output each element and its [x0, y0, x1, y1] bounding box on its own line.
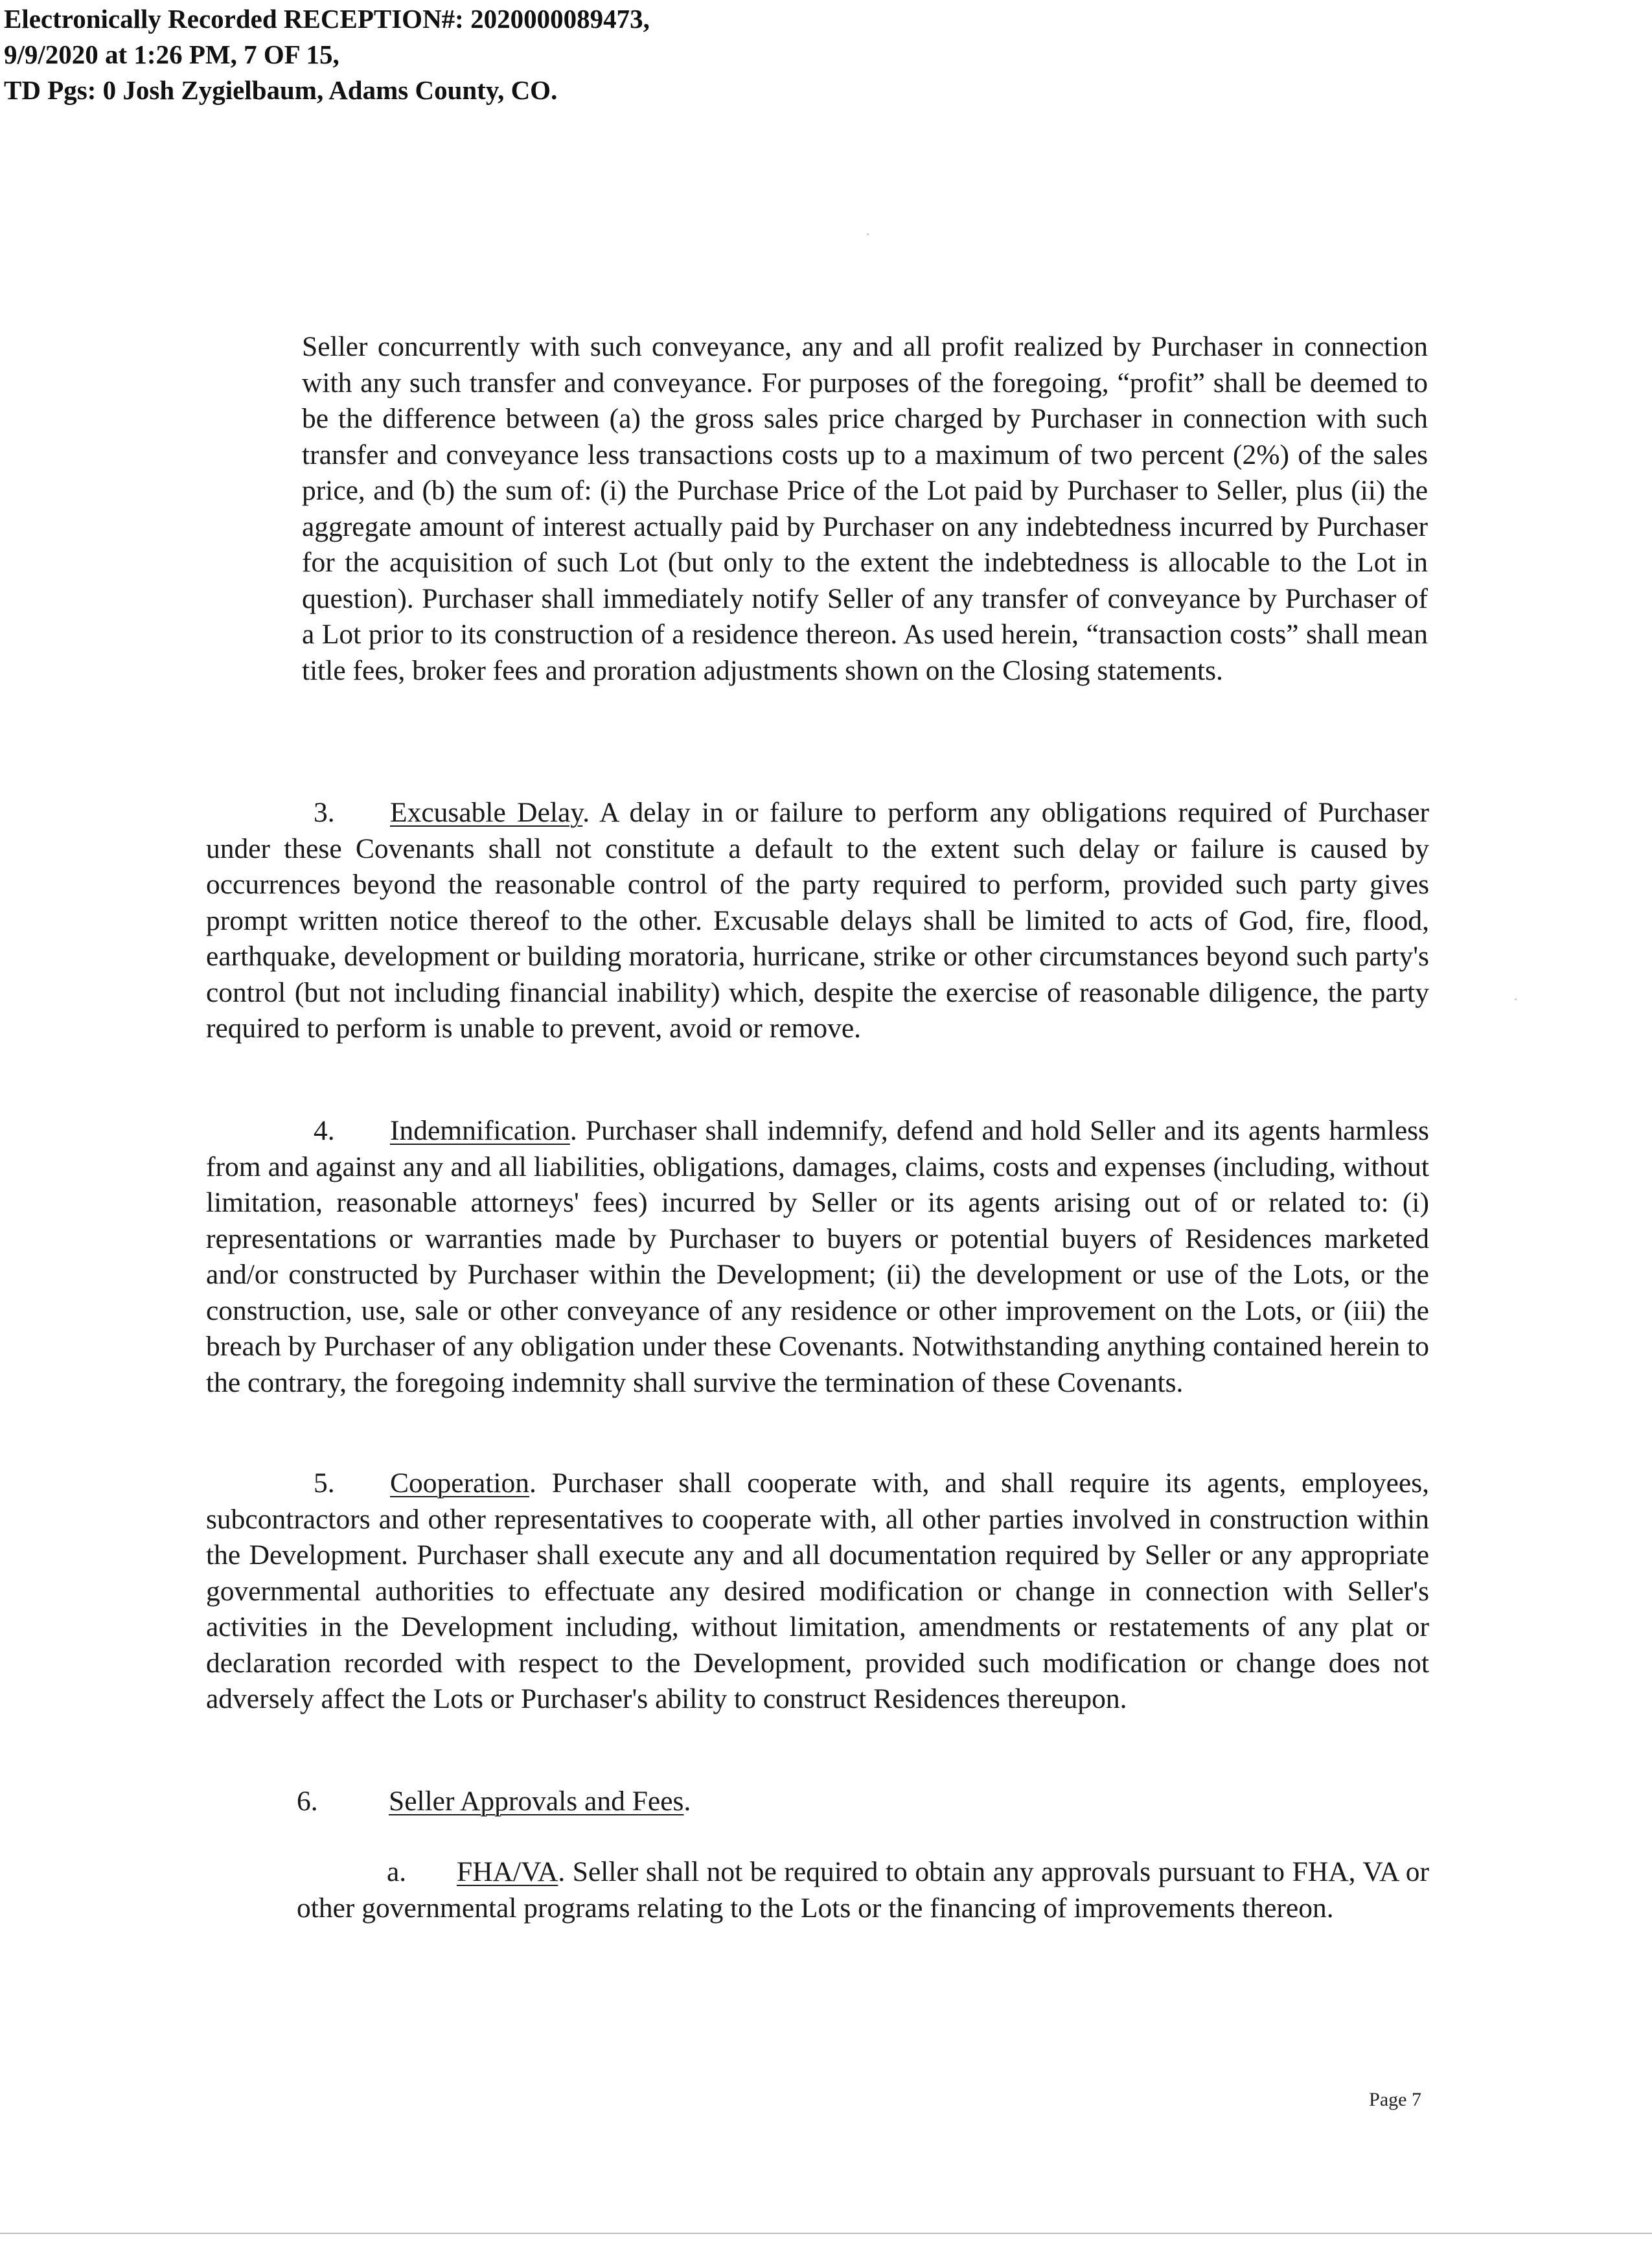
section-5-number: 5. [314, 1468, 335, 1499]
section-6-heading: Seller Approvals and Fees [389, 1786, 684, 1817]
section-6a-heading: FHA/VA [457, 1856, 558, 1887]
section-6a-body: . Seller shall not be required to obtain any approvals pursuant to FHA, VA or other governmental programs relating to the Lots or the financing of improvements thereon. [297, 1856, 1429, 1924]
section-4-indemnification [206, 1113, 1429, 1401]
section-6a-number: a. [387, 1856, 407, 1887]
recording-stamp-line-1: Electronically Recorded RECEPTION#: 2020000089473, [4, 4, 650, 34]
section-6-number: 6. [297, 1786, 318, 1817]
section-5-cooperation [206, 1466, 1429, 1718]
section-4-body: . Purchaser shall indemnify, defend and hold Seller and its agents harmless from and against any and all liabilities, obligations, damages, claims, costs and expenses (including, without limitation, reasonable attorneys' fees) incurred by Seller or its agents arising out of or related to: (i) representations or warranties made by Purchaser to buyers or potential buyers of Residences marketed and/or constructed by Purchaser within the Development; (ii) the development or use of the Lots, or the construction, use, sale or other conveyance of any residence or other improvement on the Lots, or (iii) the breach by Purchaser of any obligation under these Covenants. Notwithstanding anything contained herein to the contrary, the foregoing indemnity shall survive the termination of these Covenants. [206, 1115, 1429, 1398]
recording-stamp-line-3: TD Pgs: 0 Josh Zygielbaum, Adams County, CO. [4, 75, 558, 105]
section-3-heading: Excusable Delay [390, 797, 583, 828]
section-5-body: . Purchaser shall cooperate with, and shall require its agents, employees, subcontractors and other representatives to cooperate with, all other parties involved in construction within the Development. Purchaser shall execute any and all documentation required by Seller or any appropriate governmental authorities to effectuate any desired modification or change in connection with Seller's activities in the Development including, without limitation, amendments or restatements of any plat or declaration recorded with respect to the Development, provided such modification or change does not adversely affect the Lots or Purchaser's ability to construct Residences thereupon. [206, 1468, 1429, 1714]
page-number: Page 7 [1369, 2089, 1421, 2110]
section-4-heading: Indemnification [390, 1115, 570, 1146]
recording-stamp-line-2: 9/9/2020 at 1:26 PM, 7 OF 15, [4, 40, 339, 69]
section-6a-fha-va [297, 1854, 1429, 1926]
section-5-heading: Cooperation [390, 1468, 530, 1499]
scan-speck [1515, 998, 1517, 1000]
scan-artifact-line [0, 2233, 1652, 2234]
scan-speck [867, 233, 869, 235]
section-6-heading-end: . [683, 1786, 691, 1817]
continued-paragraph: Seller concurrently with such conveyance, any and all profit realized by Purchaser in connection with any such transfer and conveyance. For purposes of the foregoing, “profit” shall be deemed to be the difference between (a) the gross sales price charged by Purchaser in connection with such transfer and conveyance less transactions costs up to a maximum of two percent (2%) of the sales price, and (b) the sum of: (i) the Purchase Price of the Lot paid by Purchaser to Seller, plus (ii) the aggregate amount of interest actually paid by Purchaser on any indebtedness incurred by Purchaser for the acquisition of such Lot (but only to the extent the indebtedness is allocable to the Lot in question). Purchaser shall immediately notify Seller of any transfer of conveyance by Purchaser of a Lot prior to its construction of a residence thereon. As used herein, “transaction costs” shall mean title fees, broker fees and proration adjustments shown on the Closing statements. [302, 331, 1428, 686]
section-3-number: 3. [314, 797, 335, 828]
section-3-body: . A delay in or failure to perform any obligations required of Purchaser under these Covenants shall not constitute a default to the extent such delay or failure is caused by occurrences beyond the reasonable control of the party required to perform, provided such party gives prompt written notice thereof to the other. Excusable delays shall be limited to acts of God, fire, flood, earthquake, development or building moratoria, hurricane, strike or other circumstances beyond such party's control (but not including financial inability) which, despite the exercise of reasonable diligence, the party required to perform is unable to prevent, avoid or remove. [206, 797, 1429, 1044]
section-3-excusable-delay [206, 795, 1429, 1047]
recording-stamp [4, 1, 846, 108]
section-6-seller-approvals [297, 1784, 691, 1820]
section-4-number: 4. [314, 1115, 335, 1146]
